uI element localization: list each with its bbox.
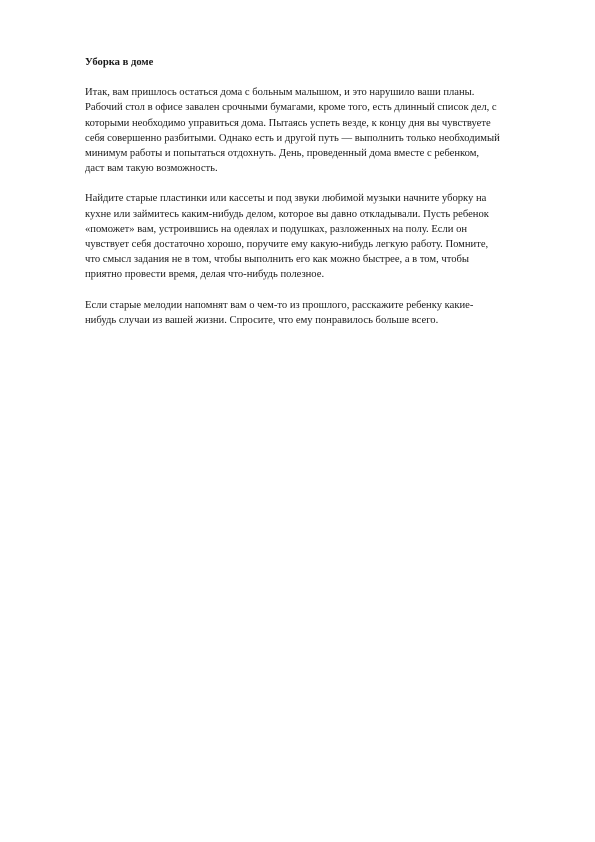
text-line: себя совершенно разбитыми. Однако есть и другой путь — выполнить только необходимый: [85, 132, 500, 144]
text-line: кухне или займитесь каким-нибудь делом, которое вы давно откладывали. Пусть ребенок: [85, 208, 489, 220]
text-line: нибудь случаи из вашей жизни. Спросите, что ему понравилось больше всего.: [85, 314, 439, 326]
text-line: приятно провести время, делая что-нибудь полезное.: [85, 269, 325, 281]
text-line: что смысл задания не в том, чтобы выполнить его как можно быстрее, а в том, чтобы: [85, 254, 470, 266]
text-line: Итак, вам пришлось остаться дома с больным малышом, и это нарушило ваши планы.: [85, 87, 475, 99]
text-line: минимум работы и попытаться отдохнуть. День, проведенный дома вместе с ребенком,: [85, 148, 480, 160]
text-line: которыми необходимо управиться дома. Пытаясь успеть везде, к концу дня вы чувствуете: [85, 117, 491, 129]
text-line: чувствует себя достаточно хорошо, поручите ему какую-нибудь легкую работу. Помните,: [85, 239, 489, 251]
document-title: Уборка в доме: [85, 57, 154, 68]
text-line: даст вам такую возможность.: [85, 163, 218, 175]
paragraph-1: [85, 85, 530, 176]
text-line: Если старые мелодии напомнят вам о чем-то из прошлого, расскажите ребенку какие-: [85, 299, 474, 311]
text-line: «поможет» вам, устроившись на одеялах и подушках, разложенных на полу. Если он: [85, 223, 468, 235]
paragraph-2: [85, 191, 530, 282]
text-line: Рабочий стол в офисе завален срочными бумагами, кроме того, есть длинный список дел, с: [85, 102, 497, 114]
text-line: Найдите старые пластинки или кассеты и под звуки любимой музыки начните уборку на: [85, 193, 487, 205]
paragraph-3: [85, 298, 530, 328]
document-body: [85, 55, 530, 343]
